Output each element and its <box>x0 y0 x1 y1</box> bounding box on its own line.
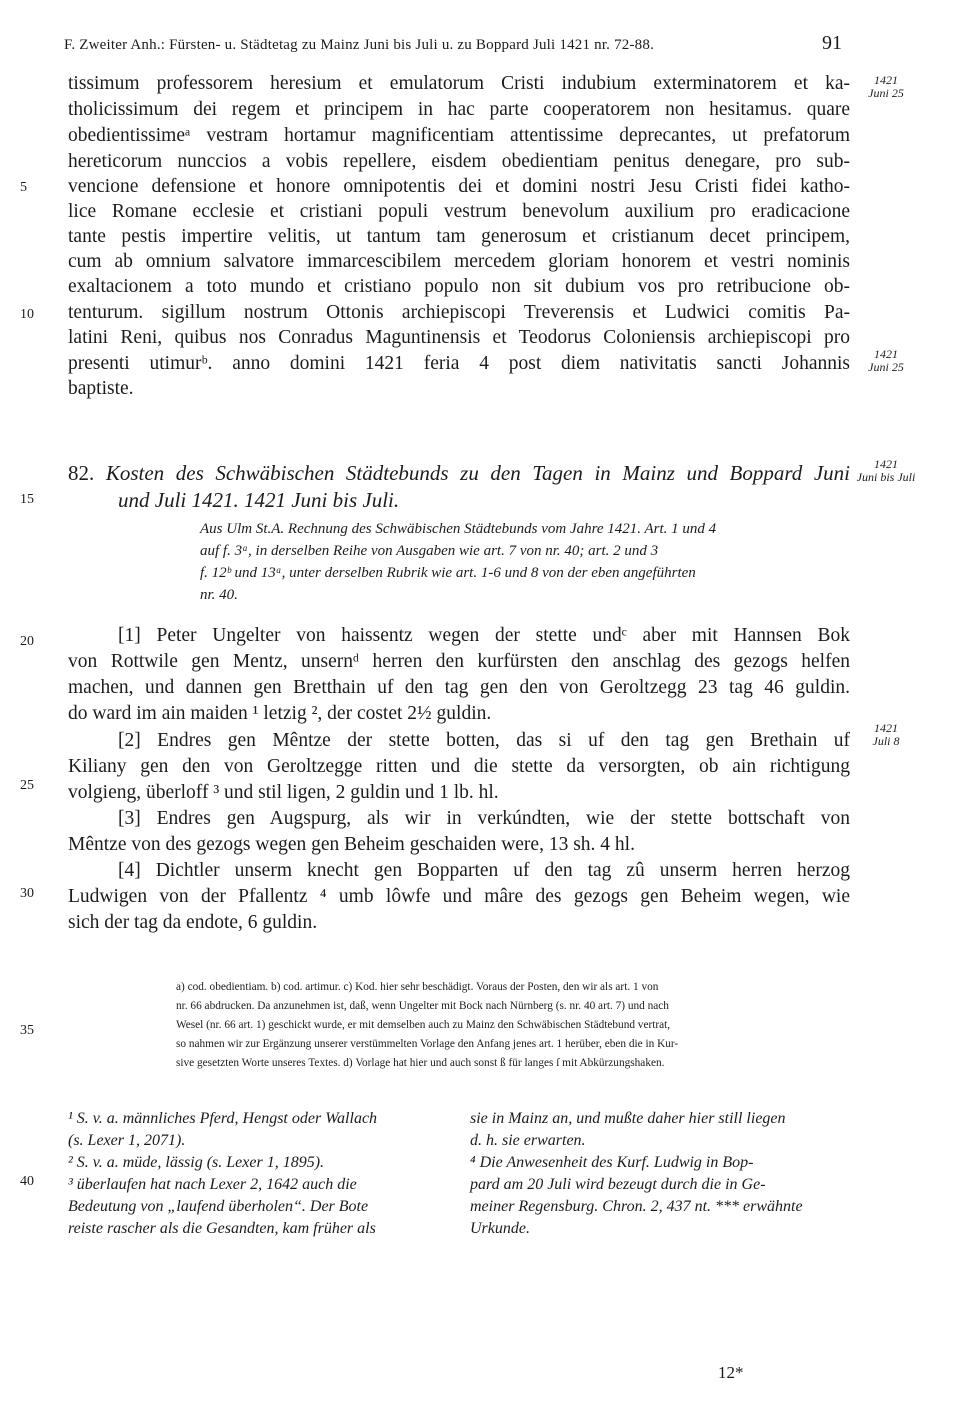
footnote-line: (s. Lexer 1, 2071). <box>68 1132 186 1149</box>
footnote-line: ¹ S. v. a. männliches Pferd, Hengst oder Wallach <box>68 1110 378 1127</box>
footnote-line: ⁴ Die Anwesenheit des Kurf. Ludwig in Bop- <box>470 1154 754 1171</box>
text-line: latini Reni, quibus nos Conradus Maguntinensis et Teodorus Coloniensis archiepiscopi pro <box>68 327 850 348</box>
apparatus-line: Wesel (nr. 66 art. 1) geschickt wurde, er mit demselben auch zu Mainz den Schwäbischen Städtebund vertrat, <box>176 1019 671 1031</box>
text-line: presenti utimurᵇ. anno domini 1421 feria 4 post diem nativitatis sancti Johannis <box>68 353 850 374</box>
entry-line: do ward im ain maiden ¹ letzig ², der costet 2½ guldin. <box>68 703 492 724</box>
text-line: hereticorum nunccios a vobis repellere, eisdem obedientiam penitus denegare, pro sub- <box>68 151 850 172</box>
line-number: 15 <box>20 492 34 507</box>
entry-line: sich der tag da endote, 6 guldin. <box>68 912 318 933</box>
footnote-line: reiste rascher als die Gesandten, kam früher als <box>68 1220 376 1237</box>
source-note: nr. 40. <box>200 587 238 603</box>
line-number: 40 <box>20 1174 34 1189</box>
entry-line: Mêntze von des gezogs wegen gen Beheim geschaiden were, 13 sh. 4 hl. <box>68 834 635 855</box>
footnote-line: ² S. v. a. müde, lässig (s. Lexer 1, 1895). <box>68 1154 325 1171</box>
text-line: exaltacionem a toto mundo et cristiano populo non sit dubium vos pro retribucione ob- <box>68 276 850 297</box>
apparatus-line: nr. 66 abdrucken. Da anzunehmen ist, daß, wenn Ungelter mit Bock nach Nürnberg (s. nr. 40 art. 7) und nach <box>176 1000 669 1012</box>
entry-line: Kiliany gen den von Geroltzegge ritten und die stette da versorgten, ob ain richtigung <box>68 756 850 777</box>
entry-line: machen, und dannen gen Bretthain uf den tag gen den von Geroltzegg 23 tag 46 guldin. <box>68 677 850 698</box>
entry-line: von Rottwile gen Mentz, unsernᵈ herren den kurfürsten den anschlag des gezogs helfen <box>68 651 850 672</box>
source-note: f. 12ᵇ und 13ᵃ, unter derselben Rubrik wie art. 1-6 und 8 von der eben angeführten <box>200 565 696 581</box>
text-line: tholicissimum dei regem et principem in hac parte cooperatorem non hesitamus. quare <box>68 99 850 120</box>
entry-line: [2] Endres gen Mêntze der stette botten, das si uf den tag gen Brethain uf <box>118 730 850 751</box>
line-number: 10 <box>20 307 34 322</box>
apparatus-line: a) cod. obedientiam. b) cod. artimur. c) Kod. hier sehr beschädigt. Voraus der Posten, den wir als art. 1 von <box>176 981 659 993</box>
line-number: 25 <box>20 778 34 793</box>
entry-line: [1] Peter Ungelter von haissentz wegen der stette undᶜ aber mit Hannsen Bok <box>118 625 850 646</box>
line-number: 30 <box>20 886 34 901</box>
text-line: tenturum. sigillum nostrum Ottonis archiepiscopi Treverensis et Ludwici comitis Pa- <box>68 302 850 323</box>
apparatus-line: so nahmen wir zur Ergänzung unserer verstümmelten Vorlage den Anfang jenes art. 1 herüber, eben die in Kur- <box>176 1038 679 1050</box>
margin-date: 1421 Juni 25 <box>868 347 904 374</box>
line-number: 5 <box>20 180 27 195</box>
footnote-line: d. h. sie erwarten. <box>470 1132 586 1149</box>
margin-date: 1421 Juni bis Juli <box>856 457 916 484</box>
margin-date: 1421 Juni 25 <box>868 73 904 100</box>
text-line: tante pestis impertire velitis, ut tantum tam generosum et cristianum decet principem, <box>68 226 850 247</box>
signature-mark: 12* <box>718 1363 744 1382</box>
text-line: lice Romane ecclesie et cristiani populi vestrum benevolum auxilium pro eradicacione <box>68 201 850 222</box>
line-number: 20 <box>20 634 34 649</box>
footnote-line: sie in Mainz an, und mußte daher hier still liegen <box>470 1110 786 1127</box>
section-title-line-2: und Juli 1421. 1421 Juni bis Juli. <box>118 488 400 512</box>
section-title: 82. Kosten des Schwäbischen Städtebunds zu den Tagen in Mainz und Boppard Juni <box>68 461 851 485</box>
text-line: tissimum professorem heresi​um et emulatorum Cristi indubium exterminatorem et ka- <box>68 73 850 94</box>
footnote-line: pard am 20 Juli wird bezeugt durch die in Ge- <box>470 1176 766 1193</box>
footnote-line: ³ überlaufen hat nach Lexer 2, 1642 auch die <box>68 1176 357 1193</box>
section-number: 82. <box>68 461 95 485</box>
line-number: 35 <box>20 1023 34 1038</box>
entry-line: Ludwigen von der Pfallentz ⁴ umb lôwfe und mâre des gezogs gen Beheim wegen, wie <box>68 886 850 907</box>
footnote-line: Bedeutung von „laufend überholen“. Der Bote <box>68 1198 369 1215</box>
text-line: vencione defensione et honore omnipotentis dei et domini nostri Jesu Cristi fidei katho- <box>68 176 850 197</box>
margin-date: 1421 Juli 8 <box>872 721 900 748</box>
text-line: cum ab omnium salvatore immarcescibilem mercedem gloriam honorem et vestri nominis <box>68 251 850 272</box>
entry-line: volgieng, überloff ³ und stil ligen, 2 guldin und 1 lb. hl. <box>68 782 499 803</box>
running-title: F. Zweiter Anh.: Fürsten- u. Städtetag zu Mainz Juni bis Juli u. zu Boppard Juli 1421 nr. 72-88. <box>64 37 655 53</box>
entry-line: [4] Dichtler unserm knecht gen Bopparten uf den tag zû unserm herren herzog <box>118 860 850 881</box>
entry-line: [3] Endres gen Augspurg, als wir in verkúndten, wie der stette bottschaft von <box>118 808 850 829</box>
page-number: 91 <box>822 32 842 54</box>
source-note: auf f. 3ᵃ, in derselben Reihe von Ausgaben wie art. 7 von nr. 40; art. 2 und 3 <box>200 543 659 559</box>
text-line: obedientissimeᵃ vestram hortamur magnificentiam attentissime deprecantes, ut prefatorum <box>68 125 850 146</box>
footnote-line: meiner Regensburg. Chron. 2, 437 nt. *** erwähnte <box>470 1198 803 1215</box>
footnote-line: Urkunde. <box>470 1220 530 1237</box>
source-note: Aus Ulm St.A. Rechnung des Schwäbischen Städtebunds vom Jahre 1421. Art. 1 und 4 <box>200 521 717 537</box>
apparatus-line: sive gesetzten Worte unseres Textes. d) Vorlage hat hier und auch sonst ß für langes ſ mit Abkürzungshaken. <box>176 1057 665 1069</box>
text-line: baptiste. <box>68 378 134 399</box>
